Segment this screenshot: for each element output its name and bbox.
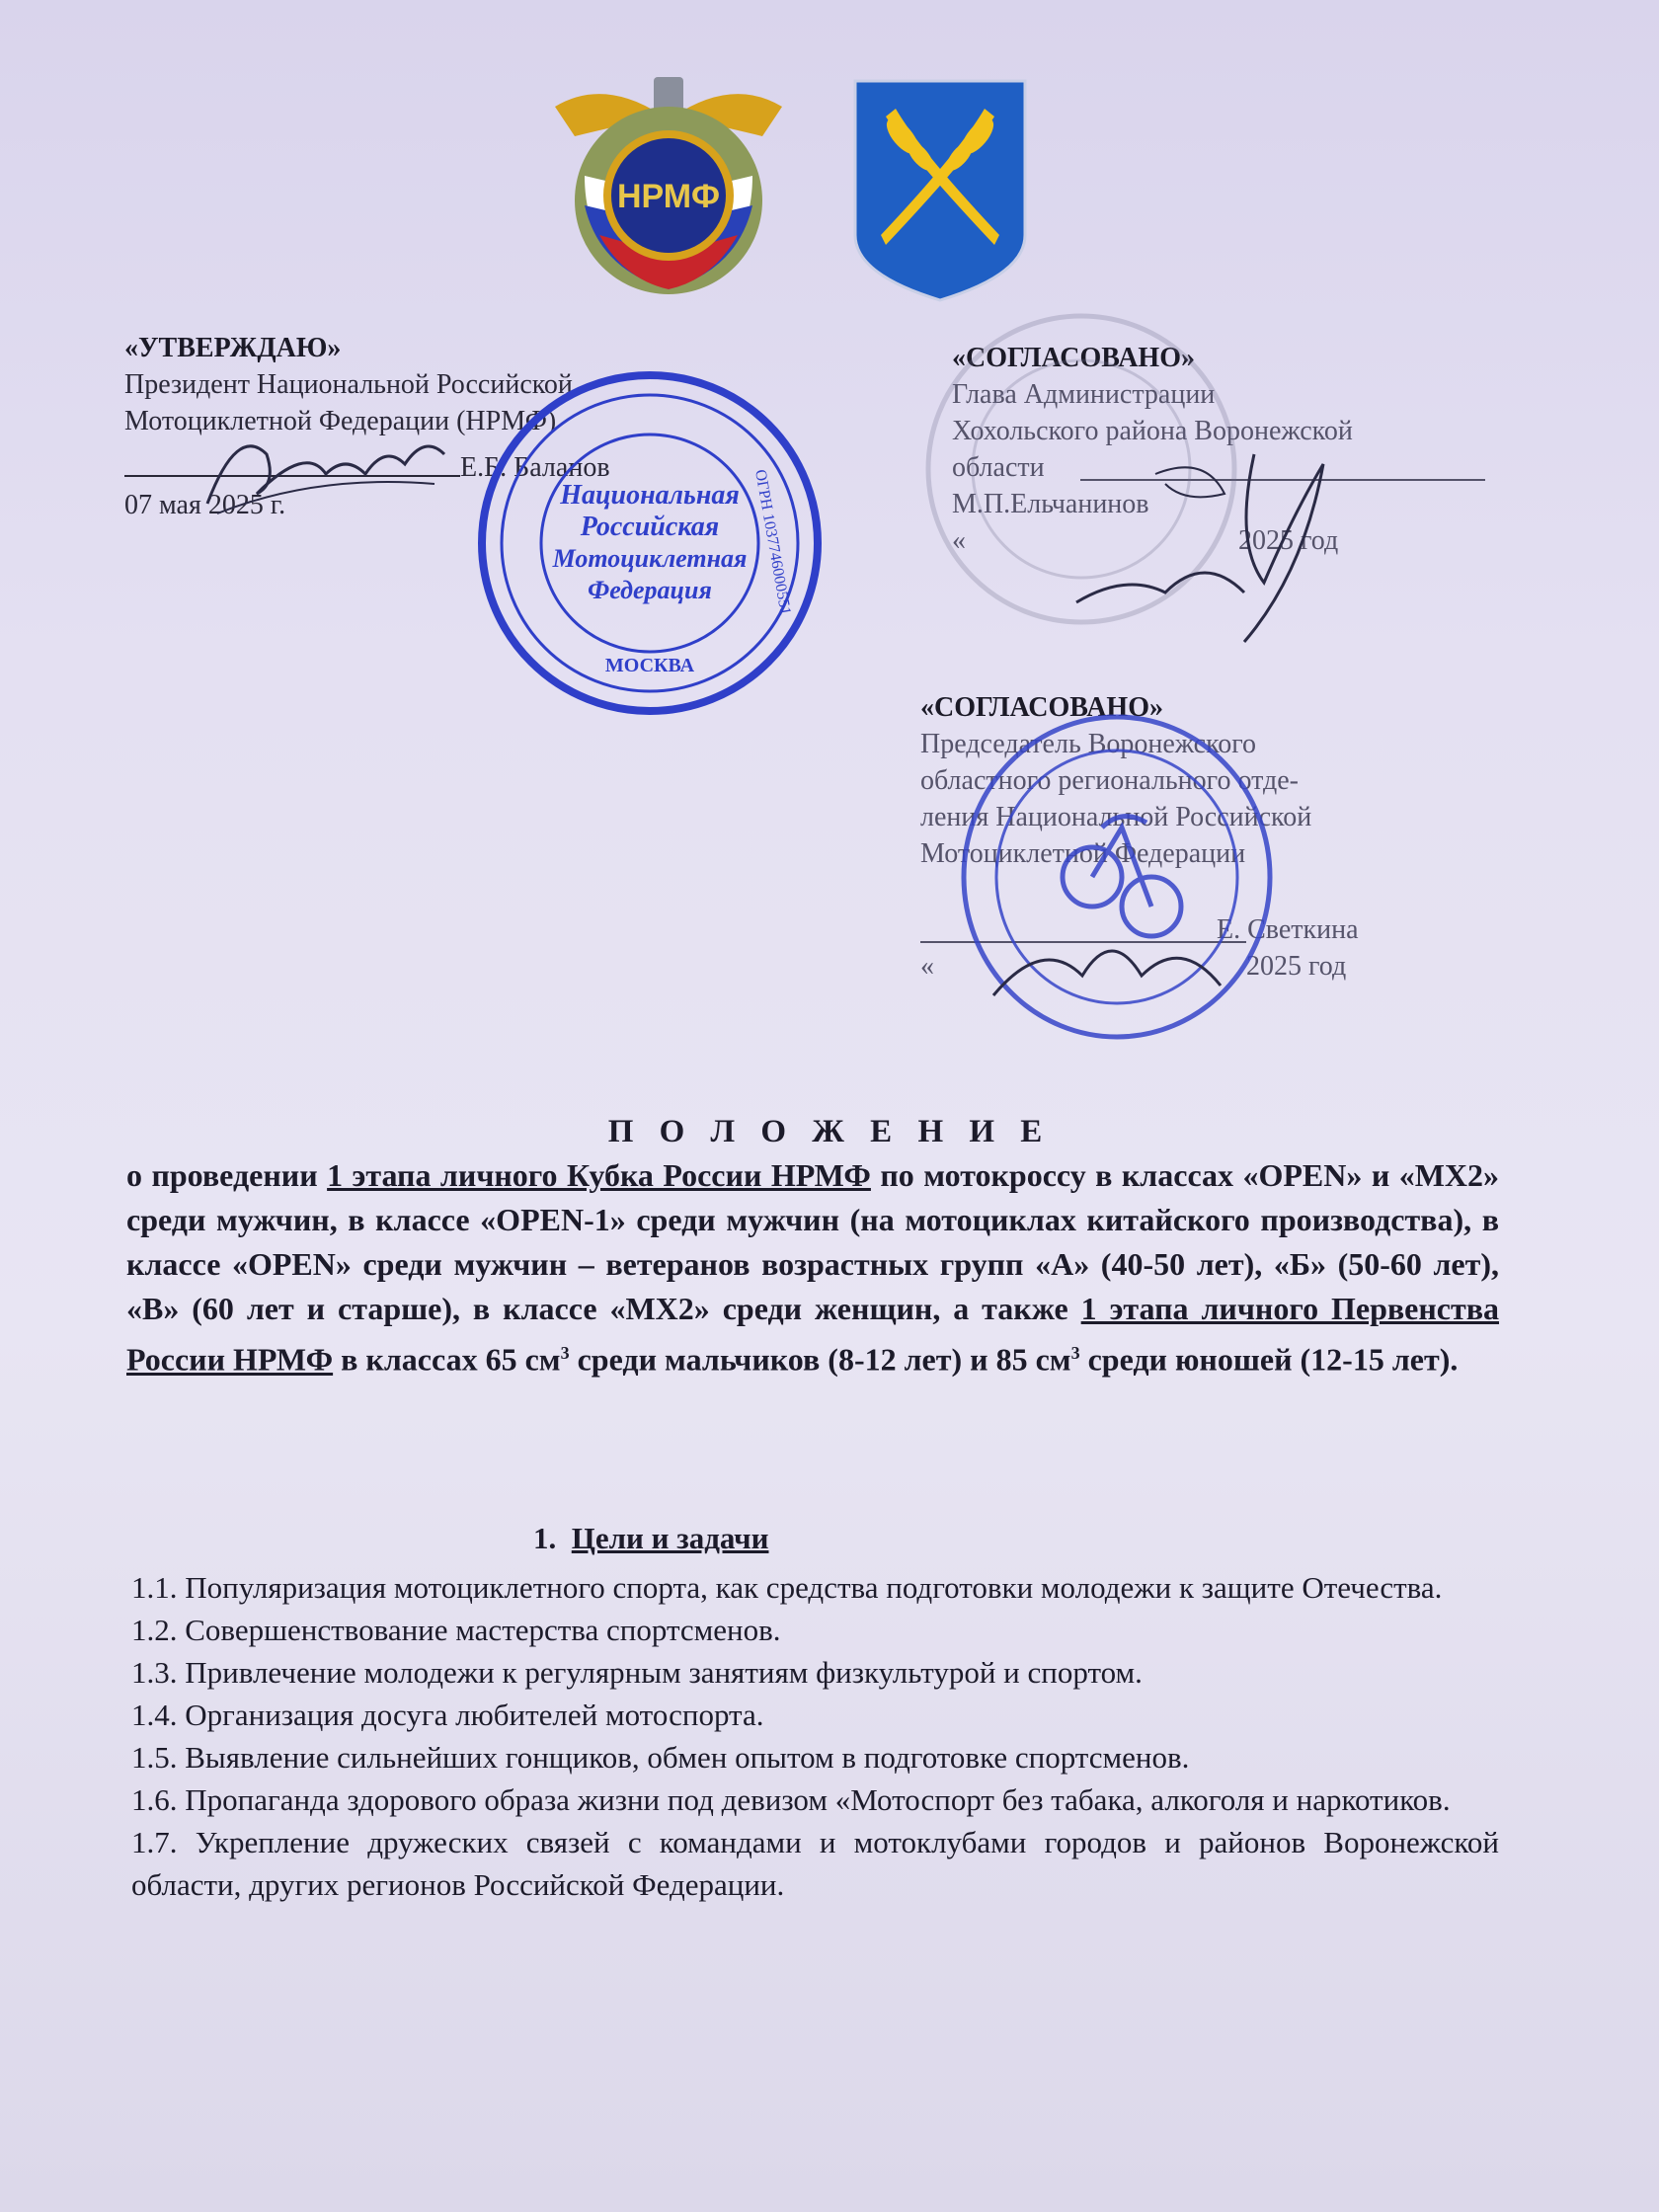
- section-1-title: Цели и задачи: [571, 1521, 769, 1555]
- svg-text:Российская: Российская: [580, 512, 720, 542]
- agreed1-date-open: «: [952, 525, 966, 556]
- agreed1-line1: Глава Администрации: [952, 379, 1216, 410]
- subject-text-3: в классах 65 см: [333, 1341, 561, 1378]
- stamp-city: МОСКВА: [604, 655, 695, 676]
- svg-text:Федерация: Федерация: [588, 576, 712, 604]
- subject-text-2: по мотокроссу в классах «OPEN» и «MX2» среди мужчин, в классе «OPEN-1» среди мужчин (на мотоциклах китайского производства), в классе «OPEN» среди мужчин – ветеранов возрастных групп «А» (40-50 лет), «Б» (50-60 лет), «В» (60 лет и старше), в классе «MX2» среди женщин, а также: [126, 1157, 1500, 1326]
- subject-text-1: о проведении: [126, 1157, 328, 1193]
- subject-text-5: среди юношей (12-15 лет).: [1079, 1341, 1459, 1378]
- svg-text:Национальная: Национальная: [560, 480, 740, 511]
- agreed1-signer: М.П.Ельчанинов: [952, 489, 1149, 519]
- section-1-number: 1.: [533, 1521, 557, 1555]
- document-subject: [126, 1153, 1499, 1382]
- agreed2-line3: ления Национальной Российской: [920, 802, 1312, 832]
- subject-underlined-1: 1 этапа личного Кубка России НРМФ: [327, 1157, 871, 1193]
- approve-signer: Е.Б. Баланов: [460, 452, 610, 483]
- list-item: 1.2. Совершенствование мастерства спортсменов.: [131, 1613, 781, 1647]
- subject-sup-2: 3: [1070, 1343, 1080, 1363]
- list-item: 1.3. Привлечение молодежи к регулярным занятиям физкультурой и спортом.: [131, 1655, 1143, 1690]
- coat-of-arms-icon: [851, 77, 1029, 304]
- agreed2-date-year: 2025 год: [1246, 951, 1347, 982]
- agreed2-date-open: «: [920, 951, 934, 982]
- list-item: 1.5. Выявление сильнейших гонщиков, обмен опытом в подготовке спортсменов.: [131, 1740, 1190, 1775]
- agreed1-heading: «СОГЛАСОВАНО»: [952, 343, 1195, 373]
- approve-line2: Мотоциклетной Федерации (НРМФ): [124, 406, 557, 436]
- stamp-ogrn: ОГРН 1037746000551: [751, 468, 794, 617]
- list-item: 1.4. Организация досуга любителей мотоспорта.: [131, 1698, 764, 1732]
- nrmf-logo-text: НРМФ: [616, 178, 721, 215]
- agreed2-heading: «СОГЛАСОВАНО»: [920, 692, 1163, 723]
- subject-sup-1: 3: [560, 1343, 570, 1363]
- approve-date: 07 мая 2025 г.: [124, 490, 286, 520]
- subject-underlined-2: 1 этапа личного Первенства России НРМФ: [126, 1291, 1500, 1378]
- subject-text-4: среди мальчиков (8-12 лет) и 85 см: [569, 1341, 1071, 1378]
- list-item: 1.1. Популяризация мотоциклетного спорта, как средства подготовки молодежи к защите Отечества.: [131, 1570, 1443, 1605]
- list-item: 1.6. Пропаганда здорового образа жизни под девизом «Мотоспорт без табака, алкоголя и наркотиков.: [131, 1782, 1451, 1817]
- section-1-items: [131, 1566, 1499, 1906]
- agreed1-line2: Хохольского района Воронежской: [952, 416, 1353, 446]
- nrmf-emblem-icon: [545, 57, 792, 304]
- agreed2-line2: областного регионального отде-: [920, 765, 1299, 796]
- nrmf-round-stamp: [472, 365, 828, 721]
- agreed2-line4: Мотоциклетной Федерации: [920, 838, 1246, 869]
- signature-agreed1: [1047, 434, 1363, 652]
- regional-stamp: [954, 709, 1280, 1045]
- approve-line1: Президент Национальной Российской: [124, 369, 573, 400]
- agreed1-line3: области: [952, 452, 1045, 483]
- agreed2-signer: Е. Светкина: [1217, 914, 1359, 945]
- section-1-heading: [533, 1521, 768, 1556]
- list-item: 1.7. Укрепление дружеских связей с командами и мотоклубами городов и районов Воронежской области, других регионов Российской Федерации.: [131, 1825, 1499, 1902]
- document-title: П О Л О Ж Е Н И Е: [607, 1114, 1052, 1149]
- approve-heading: «УТВЕРЖДАЮ»: [124, 333, 342, 363]
- agreed2-line1: Председатель Воронежского: [920, 729, 1257, 759]
- svg-text:Мотоциклетная: Мотоциклетная: [552, 544, 748, 573]
- agreed1-date-year: 2025 год: [1238, 525, 1339, 556]
- signature-left: [198, 415, 454, 523]
